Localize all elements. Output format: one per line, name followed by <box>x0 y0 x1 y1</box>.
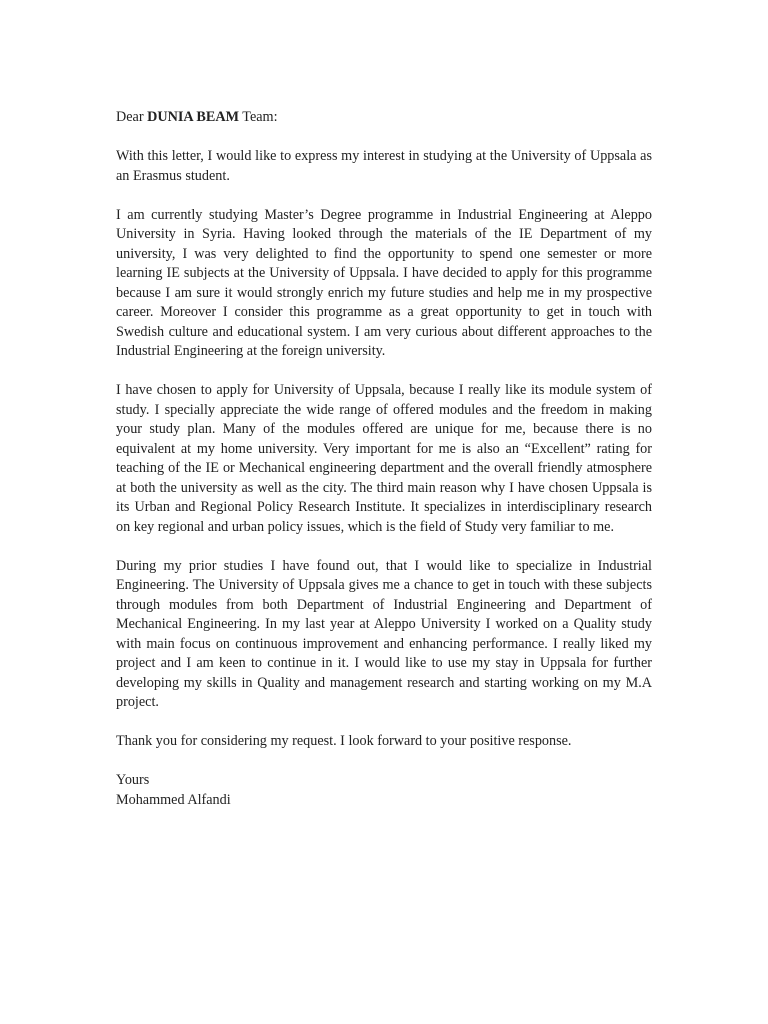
greeting-suffix: Team: <box>242 109 278 125</box>
paragraph-reasons: I have chosen to apply for University of Uppsala, because I really like its module system of study. I specially appreciate the wide range of offered modules and the freedom in making your study plan. Many of the modules offered are unique for me, because there is no equivalent at my home university. Very important for me is also an “Excellent” rating for teaching of the IE or Mechanical engineering department and the overall friendly atmosphere at both the university as well as the city. The third main reason why I have chosen Uppsala is its Urban and Regional Policy Research Institute. It specializes in interdisciplinary research on key regional and urban policy issues, which is the field of Study very familiar to me. <box>116 382 652 535</box>
closing-block <box>116 771 652 810</box>
salutation <box>116 108 652 128</box>
signature-name: Mohammed Alfandi <box>116 791 231 808</box>
paragraph-intro: With this letter, I would like to express my interest in studying at the University of Uppsala as an Erasmus student. <box>116 148 652 184</box>
paragraph-prior-studies: During my prior studies I have found out, that I would like to specialize in Industrial Engineering. The University of Uppsala gives me a chance to get in touch with these subjects through modules from both Department of Industrial Engineering and Department of Mechanical Engineering. In my last year at Aleppo University I worked on a Quality study with main focus on continuous improvement and enhancing performance. I really liked my project and I am keen to continue in it. I would like to use my stay in Uppsala for further developing my skills in Quality and management research and starting working on my M.A project. <box>116 557 652 710</box>
closing-word: Yours <box>116 772 150 788</box>
letter-body <box>116 108 652 830</box>
greeting-prefix: Dear <box>116 109 144 125</box>
recipient-name: DUNIA BEAM <box>147 109 239 125</box>
paragraph-thanks: Thank you for considering my request. I look forward to your positive response. <box>116 733 572 749</box>
paragraph-current-studies: I am currently studying Master’s Degree programme in Industrial Engineering at Aleppo University in Syria. Having looked through the materials of the IE Department of my university, I was very delighted to find the opportunity to spend one semester or more learning IE subjects at the University of Uppsala. I have decided to apply for this programme because I am sure it would strongly enrich my future studies and help me in my prospective career. Moreover I consider this programme as a great opportunity to get in touch with Swedish culture and educational system. I am very curious about different approaches to the Industrial Engineering at the foreign university. <box>116 206 652 359</box>
